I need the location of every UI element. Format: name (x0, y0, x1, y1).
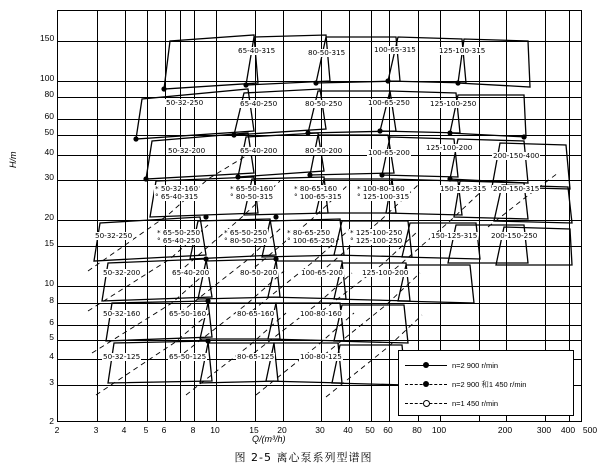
pump-model-label: 80-50-200 (240, 268, 278, 277)
legend-item (405, 375, 567, 394)
pump-model-label-pair (293, 185, 343, 201)
x-tick-6: 6 (161, 425, 167, 435)
y-tick-15: 15 (44, 238, 54, 248)
y-tick-100: 100 (40, 73, 55, 83)
pump-model-label: 65-40-315 (238, 46, 276, 55)
x-tick-8: 8 (190, 425, 196, 435)
x-tick-10: 10 (210, 425, 220, 435)
pump-model-label: 50-32-250 (95, 231, 133, 240)
y-tick-20: 20 (44, 212, 54, 222)
legend (398, 350, 574, 416)
pump-model-line2: ° 80-50-315 (230, 191, 274, 201)
legend-item (405, 394, 567, 413)
pump-model-label: 65-50-160 (169, 309, 207, 318)
pump-model-line1: * 65-50-250 (224, 228, 268, 237)
legend-label: n=2 900 r/min (452, 361, 499, 370)
legend-label: n=1 450 r/min (452, 399, 499, 408)
pump-model-label-pair (229, 185, 274, 201)
y-tick-150: 150 (40, 33, 55, 43)
pump-model-line2: ° 100-65-250 (287, 235, 335, 245)
y-tick-8: 8 (49, 295, 54, 305)
y-axis-label: H/m (8, 151, 18, 168)
pump-model-line2: ° 65-40-315 (155, 191, 199, 201)
pump-model-label: 200-150-315 (493, 184, 540, 193)
pump-model-label-pair (223, 229, 268, 245)
dashed-line-dot-icon (405, 380, 447, 390)
pump-model-label: 100-65-200 (301, 268, 343, 277)
x-tick-60: 60 (383, 425, 393, 435)
pump-model-line1: * 65-50-250 (157, 228, 201, 237)
pump-model-line1: * 100-80-160 (357, 184, 405, 193)
y-tick-4: 4 (49, 351, 54, 361)
y-tick-50: 50 (44, 127, 54, 137)
pump-model-label: 150-125-315 (431, 231, 478, 240)
pump-model-label-pair (154, 185, 199, 201)
pump-model-line1: * 80-65-250 (287, 228, 331, 237)
pump-model-label: 50-32-200 (103, 268, 141, 277)
pump-model-label: 80-50-250 (305, 99, 343, 108)
pump-model-label: 150-125-315 (440, 184, 487, 193)
pump-model-label: 100-65-200 (368, 148, 410, 157)
pump-model-label: 100-80-125 (300, 352, 342, 361)
y-tick-2: 2 (49, 416, 54, 426)
legend-item (405, 356, 567, 375)
y-tick-80: 80 (44, 89, 54, 99)
pump-model-line2: ° 100-65-315 (294, 191, 342, 201)
pump-model-label: 125-100-315 (439, 46, 486, 55)
pump-model-label: 80-50-315 (308, 48, 346, 57)
pump-model-label: 100-80-160 (300, 309, 342, 318)
x-tick-5: 5 (143, 425, 149, 435)
figure-caption: 图 2-5 离心泵系列型谱图 (234, 451, 373, 464)
pump-model-line2: ° 80-50-250 (224, 235, 268, 245)
pump-model-label: 100-65-250 (368, 98, 410, 107)
pump-model-label: 65-40-200 (240, 146, 278, 155)
pump-model-label-pair (286, 229, 336, 245)
x-tick-200: 200 (497, 425, 513, 435)
x-tick-2: 2 (54, 425, 60, 435)
pump-model-line1: * 125-100-250 (350, 228, 403, 237)
pump-model-label: 65-40-200 (172, 268, 210, 277)
dashed-line-open-dot-icon (405, 399, 447, 409)
x-tick-100: 100 (431, 425, 447, 435)
pump-model-line2: ° 125-100-315 (357, 191, 410, 201)
pump-model-label: 125-100-250 (430, 99, 477, 108)
pump-model-line1: * 80-65-160 (294, 184, 338, 193)
pump-model-line2: ° 125-100-250 (350, 235, 403, 245)
pump-model-label: 65-50-125 (169, 352, 207, 361)
pump-model-label: 125-100-200 (426, 143, 473, 152)
solid-line-dot-icon (405, 361, 447, 371)
y-tick-10: 10 (44, 278, 54, 288)
legend-label: n=2 900 和1 450 r/min (452, 380, 527, 389)
pump-model-line1: * 65-50-160 (230, 184, 274, 193)
pump-model-line1: * 50-32-160 (155, 184, 199, 193)
x-tick-400: 400 (560, 425, 576, 435)
pump-model-label-pair (156, 229, 201, 245)
x-tick-20: 20 (277, 425, 287, 435)
y-tick-60: 60 (44, 111, 54, 121)
pump-model-label: 50-32-160 (103, 309, 141, 318)
pump-model-label: 200-150-250 (491, 231, 538, 240)
pump-model-label-pair (356, 185, 410, 201)
pump-model-label: 100-65-315 (374, 45, 416, 54)
pump-model-label: 50-32-250 (166, 98, 204, 107)
pump-model-label: 80-50-200 (305, 146, 343, 155)
pump-model-line2: ° 65-40-250 (157, 235, 201, 245)
x-tick-3: 3 (93, 425, 99, 435)
x-tick-50: 50 (365, 425, 375, 435)
pump-model-label: 80-65-160 (237, 309, 275, 318)
x-tick-15: 15 (249, 425, 259, 435)
pump-model-label: 50-32-125 (103, 352, 141, 361)
pump-model-label-pair (349, 229, 403, 245)
x-tick-4: 4 (121, 425, 127, 435)
x-tick-40: 40 (343, 425, 353, 435)
pump-model-label: 80-65-125 (237, 352, 275, 361)
pump-model-label: 65-40-250 (240, 99, 278, 108)
x-tick-80: 80 (412, 425, 422, 435)
y-tick-5: 5 (49, 332, 54, 342)
x-tick-500: 500 (582, 425, 598, 435)
x-axis-label: Q/(m³/h) (252, 434, 286, 444)
pump-model-label: 125-100-200 (362, 268, 409, 277)
x-tick-300: 300 (536, 425, 552, 435)
y-tick-3: 3 (49, 377, 54, 387)
y-tick-6: 6 (49, 317, 54, 327)
y-tick-30: 30 (44, 172, 54, 182)
pump-model-label: 50-32-200 (168, 146, 206, 155)
y-tick-40: 40 (44, 147, 54, 157)
pump-model-label: 200-150-400 (493, 151, 540, 160)
x-tick-30: 30 (315, 425, 325, 435)
